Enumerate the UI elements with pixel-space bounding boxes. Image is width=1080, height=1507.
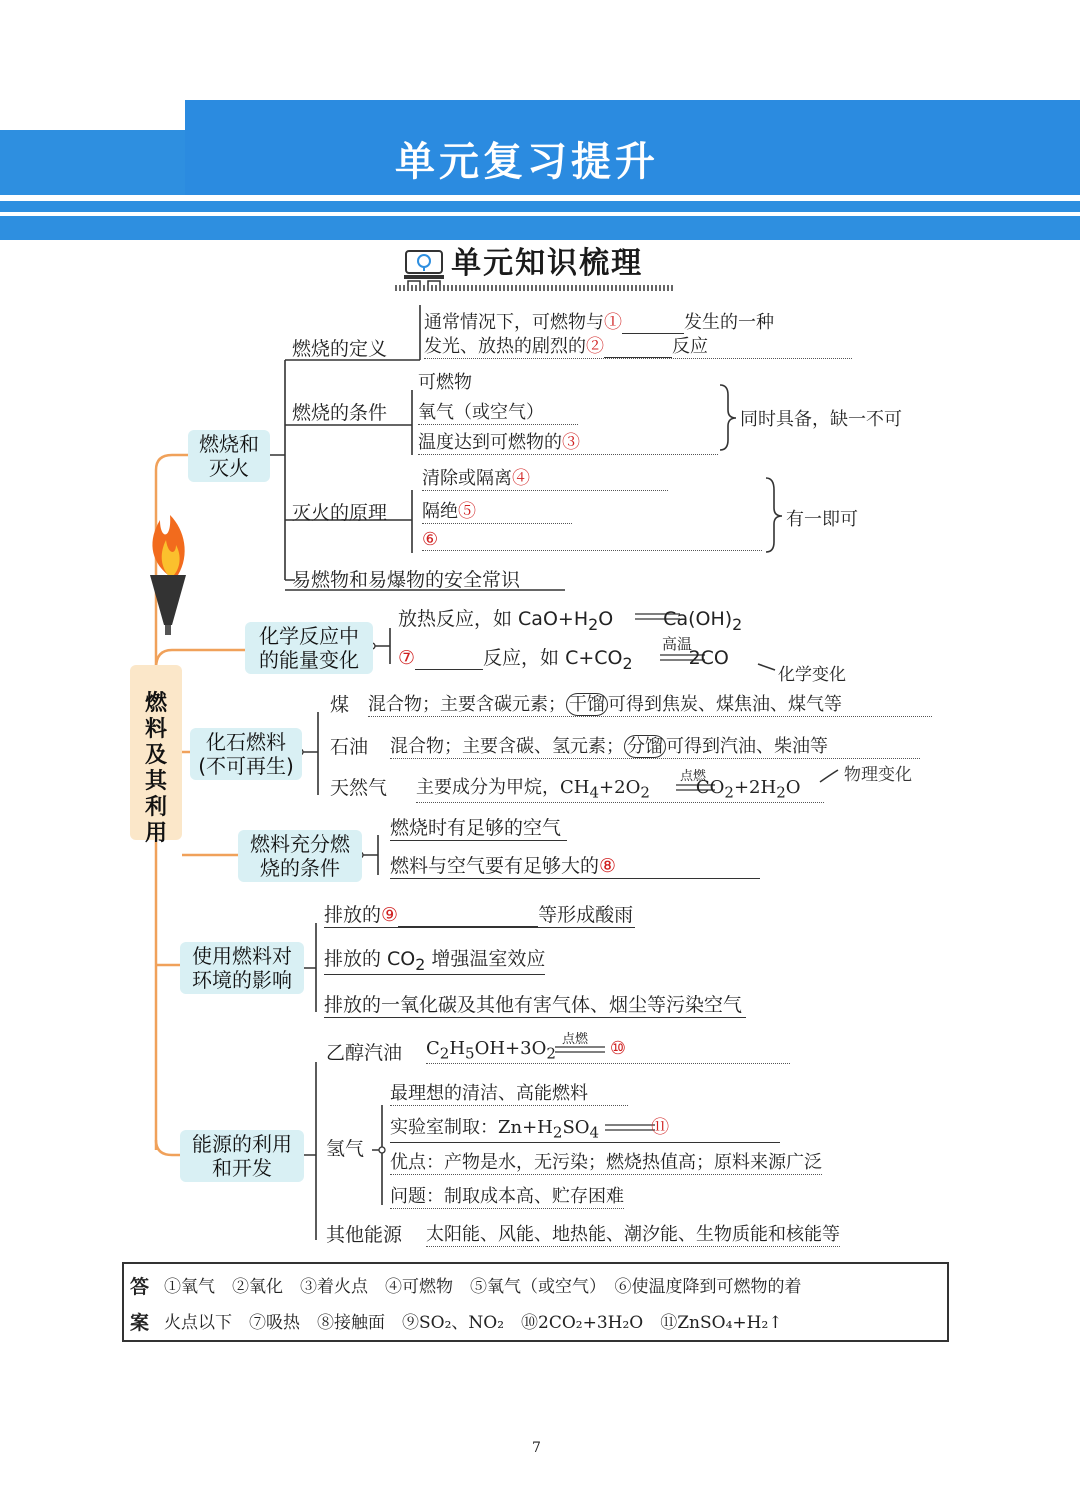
- bracket-h2: [372, 1105, 382, 1205]
- fullburn-line-2: 燃料与空气要有足够大的⑧: [390, 851, 760, 879]
- answer-line-2: 火点以下 ⑦吸热 ⑧接触面 ⑨SO₂、NO₂ ⑩2CO₂+3H₂O ⑪ZnSO₄+H₂↑: [164, 1313, 783, 1333]
- h2-item-2: 实验室制取：$Zn+H_2SO_4$ ⑪: [390, 1113, 780, 1143]
- cond-item-3: 温度达到可燃物的③: [418, 428, 718, 455]
- branch-line-1: [156, 455, 188, 470]
- h2-item-3: 优点：产物是水，无污染；燃烧热值高；原料来源广泛: [390, 1148, 822, 1175]
- condition-ignite: 点燃: [680, 769, 707, 784]
- arrow-chem: [758, 664, 775, 670]
- phys-change-note: 物理变化: [844, 765, 912, 785]
- answer-label-bottom: 案: [130, 1312, 150, 1334]
- fossil-oil: 石油: [330, 736, 369, 758]
- cond-item-1: 可燃物: [418, 372, 472, 393]
- page-number: 7: [532, 1440, 541, 1456]
- other-energy-desc: 太阳能、风能、地热能、潮汐能、生物质能和核能等: [426, 1220, 840, 1247]
- h2-item-1: 最理想的清洁、高能燃料: [390, 1079, 628, 1106]
- branch-line-6: [156, 1140, 180, 1155]
- safety-knowledge: 易燃物和易爆物的安全常识: [292, 569, 521, 591]
- env-line-3: 排放的一氧化碳及其他有害气体、烟尘等污染空气: [324, 990, 746, 1018]
- curly-brace-ext: [766, 478, 782, 552]
- ext-note: 有一即可: [786, 509, 858, 530]
- env-line-1: 排放的⑨ 等形成酸雨: [324, 900, 635, 928]
- banner-title: 单元复习提升: [395, 139, 659, 185]
- def-line-1: 通常情况下，可燃物与① 发生的一种: [424, 312, 774, 333]
- ethanol-label: 乙醇汽油: [326, 1042, 403, 1064]
- condition-ignite-2: 点燃: [562, 1032, 589, 1047]
- ext-label: 灭火的原理: [292, 502, 388, 524]
- ethanol-equation: $C_2H_5OH+3O_2$ ⑩: [426, 1038, 790, 1064]
- answer-box: [122, 1262, 949, 1342]
- ext-item-2: 隔绝⑤: [422, 497, 572, 524]
- cond-label: 燃烧的条件: [292, 402, 388, 424]
- ext-item-1: 清除或隔离④: [422, 464, 668, 491]
- branch-full-combustion: 燃料充分燃 烧的条件: [238, 830, 362, 882]
- chem-change-note: 化学变化: [778, 665, 846, 685]
- env-line-2: 排放的 $CO_2$ 增强温室效应: [324, 944, 545, 975]
- branch-energy-dev: 能源的利用 和开发: [180, 1130, 304, 1182]
- gas-desc: 主要成分为甲烷，$CH_4+2O_2$ $CO_2+2H_2O$: [416, 773, 824, 803]
- fullburn-line-1: 燃烧时有足够的空气: [390, 813, 567, 841]
- energy-line-2: ⑦ 反应，如 $C+CO_2$ 2CO: [398, 647, 729, 673]
- fossil-coal: 煤: [330, 694, 350, 716]
- branch-fossil-fuel: 化石燃料 (不可再生): [190, 728, 302, 780]
- answer-label-top: 答: [130, 1276, 150, 1298]
- other-energy-label: 其他能源: [326, 1224, 403, 1246]
- branch-energy-change: 化学反应中 的能量变化: [245, 622, 373, 674]
- h2-item-4: 问题：制取成本高、贮存困难: [390, 1182, 624, 1209]
- branch-combustion: 燃烧和 灭火: [188, 430, 270, 482]
- oil-desc: 混合物；主要含碳、氢元素； 分馏 可得到汽油、柴油等: [390, 732, 920, 759]
- cond-item-2: 氧气（或空气）: [418, 398, 578, 425]
- ext-item-3: ⑥: [422, 529, 762, 551]
- section-title: 单元知识梳理: [451, 246, 644, 281]
- branch-environment: 使用燃料对 环境的影响: [180, 942, 304, 994]
- answer-line-1: ①氧气 ②氧化 ③着火点 ④可燃物 ⑤氧气（或空气） ⑥使温度降到可燃物的着: [164, 1277, 802, 1297]
- h2-label: 氢气: [326, 1138, 365, 1160]
- def-label: 燃烧的定义: [292, 338, 388, 360]
- coal-desc: 混合物；主要含碳元素； 干馏 可得到焦炭、煤焦油、煤气等: [368, 690, 932, 717]
- condition-high-temp: 高温: [662, 635, 693, 653]
- cond-note: 同时具备，缺一不可: [740, 409, 902, 430]
- energy-line-1: 放热反应，如 $CaO+H_2O$ $Ca(OH)_2$: [398, 608, 743, 634]
- root-topic: 燃 料 及 其 利 用: [130, 665, 182, 840]
- def-line-2: 发光、放热的剧烈的② 反应: [424, 332, 852, 359]
- fossil-gas: 天然气: [330, 777, 388, 799]
- curly-brace-cond: [720, 385, 736, 450]
